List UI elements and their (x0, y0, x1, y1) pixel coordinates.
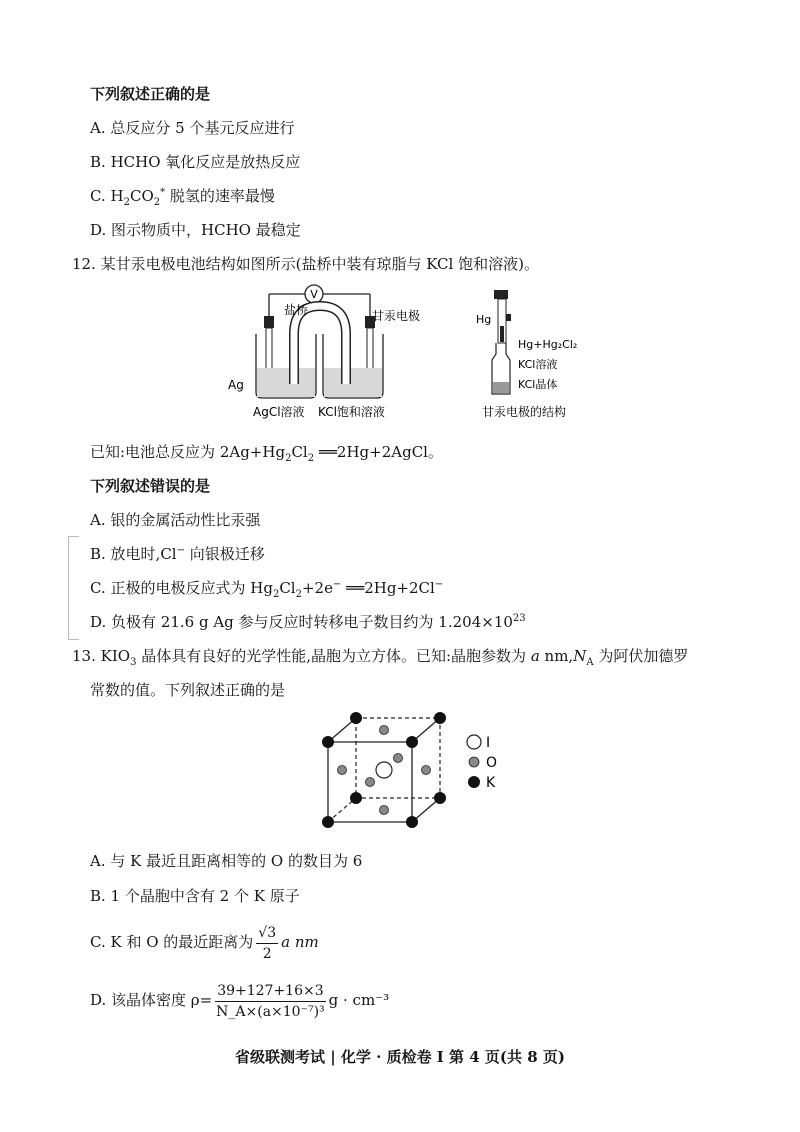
structure-caption: 甘汞电极的结构 (482, 405, 567, 419)
agcl-solution-label: AgCl溶液 (253, 405, 305, 419)
o-atom (380, 806, 389, 815)
q11-prompt: 下列叙述正确的是 (90, 85, 211, 103)
q13-crystal-figure (316, 706, 516, 836)
q13-option-b: B. 1 个晶胞中含有 2 个 K 原子 (90, 887, 300, 905)
q13-option-a: A. 与 K 最近且距离相等的 O 的数目为 6 (90, 852, 363, 870)
k-atom (406, 736, 418, 748)
kcl-solution-label: KCl溶液 (518, 358, 558, 371)
q12-option-b: B. 放电时,Cl− 向银极迁移 (90, 545, 265, 563)
o-atom (338, 766, 347, 775)
o-atom (366, 778, 375, 787)
q12-prompt: 下列叙述错误的是 (90, 477, 211, 495)
ag-label: Ag (228, 378, 244, 392)
q12-option-d: D. 负极有 21.6 g Ag 参与反应时转移电子数目约为 $1.204\times 10^{23}$ (90, 613, 526, 631)
q12-option-c: C. 正极的电极反应式为 $Hg_2Cl_2+2e^-$ ══2Hg+2Cl− (90, 579, 444, 600)
hg-hg2cl2-label: Hg+Hg₂Cl₂ (518, 338, 578, 351)
i-atom (376, 762, 392, 778)
k-atom (350, 712, 362, 724)
page-footer: 省级联测考试 | 化学 · 质检卷 Ⅰ 第 4 页(共 8 页) (235, 1048, 565, 1066)
q13-stem-line1: 13. $KIO_3$ 晶体具有良好的光学性能,晶胞为立方体。已知:晶胞参数为 a $nm,N_A$ 为阿伏加德罗 (72, 647, 689, 668)
kcl-crystal-label: KCl晶体 (518, 378, 558, 391)
hg-label: Hg (476, 313, 492, 326)
kcl-saturated-label: KCl饱和溶液 (318, 405, 385, 419)
o-atom (380, 726, 389, 735)
k-atom (322, 816, 334, 828)
q13-option-d: D. 该晶体密度 ρ= $\frac{39+127+16\times 3}{\text{N\_A×(a×10⁻⁷)³}}$ g · cm⁻³ (90, 982, 390, 1020)
voltmeter-label: V (310, 288, 318, 301)
q11-option-b: B. HCHO 氧化反应是放热反应 (90, 153, 301, 171)
k-atom (350, 792, 362, 804)
salt-bridge-label: 盐桥 (284, 303, 309, 317)
k-atom (406, 816, 418, 828)
legend-k-label: K (486, 775, 496, 791)
k-atom (322, 736, 334, 748)
q13-option-c: C. K 和 O 的最近距离为 $\frac{√3}{2}$ a nm (90, 924, 319, 962)
k-atom (434, 792, 446, 804)
q12-known-reaction: 已知:电池总反应为 $2Ag+Hg_2Cl_2$ ══2Hg+2AgCl。 (90, 443, 443, 464)
legend-i-label: I (486, 735, 491, 751)
o-atom (422, 766, 431, 775)
calomel-label: 甘汞电极 (372, 309, 421, 323)
legend-o-icon (469, 757, 479, 767)
legend-k-icon (468, 776, 480, 788)
k-atom (434, 712, 446, 724)
q11-option-a: A. 总反应分 5 个基元反应进行 (90, 119, 295, 137)
q13-stem-line2: 常数的值。下列叙述正确的是 (90, 681, 286, 699)
legend-o-label: O (486, 755, 498, 771)
q12-stem: 12. 某甘汞电极电池结构如图所示(盐桥中装有琼脂与 KCl 饱和溶液)。 (72, 255, 539, 273)
q11-option-c: C. $H_2CO_2^*$ 脱氢的速率最慢 (90, 187, 275, 208)
q11-option-d: D. 图示物质中，HCHO 最稳定 (90, 221, 301, 239)
q12-battery-figure (220, 276, 620, 426)
legend-i-icon (467, 735, 481, 749)
o-atom (394, 754, 403, 763)
margin-bracket (68, 536, 79, 640)
q12-option-a: A. 银的金属活动性比汞强 (90, 511, 261, 529)
